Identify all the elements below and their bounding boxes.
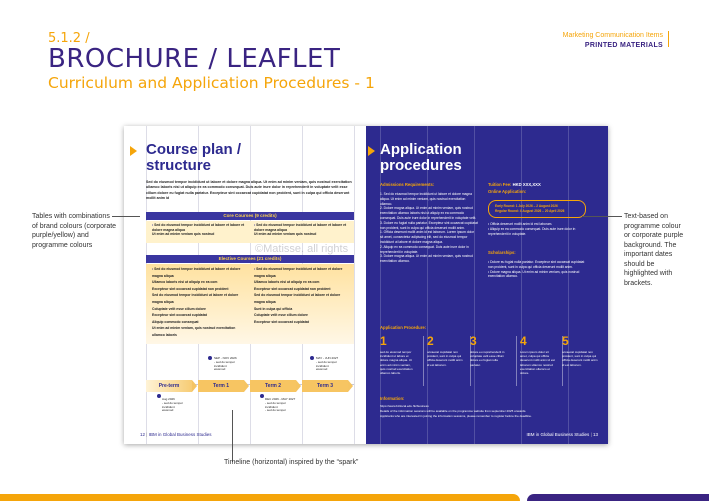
- step-number-2: 2: [427, 334, 434, 348]
- elective-courses-heading: Elective Courses (21 credits): [146, 255, 354, 263]
- timeline-segment-pre-term: Pre-term: [146, 380, 192, 392]
- step-number-5: 5: [562, 334, 569, 348]
- step-text-1: sed do eiusmod tempor incididunt ut labore et dolore magna aliqua. Ut enim ad minim veniam, quis nostrud exercitation ullamco laboris.: [380, 350, 413, 376]
- category-label: [563, 31, 663, 51]
- important-dates-bracket: [488, 200, 586, 218]
- timeline-date-2: SEP - NOV 2026 - sed do tempor incididunt eiusmod: [214, 356, 237, 372]
- timeline-pin: [310, 356, 314, 360]
- right-footer-label: IBM in Global Business Studies: [526, 432, 590, 437]
- timeline-date-1: Aug 2026 - sed do tempor incididunt eiusmod: [162, 397, 184, 413]
- information-text: https://www.bizlocal.edu.hk/business Details of the information sessions will be available on the programme website from september 2025 onwards. Applicants who are interested in joining the information sessions, please remember to register before the deadline.: [380, 404, 532, 419]
- tuition-value: HKD XXX,XXX: [512, 182, 541, 187]
- left-page-number: 12: [140, 432, 146, 437]
- spark-arrow-icon: [368, 146, 375, 156]
- watermark: ©Matisse. all rights: [255, 243, 349, 255]
- right-page: [366, 126, 608, 444]
- timeline-pin: [260, 394, 264, 398]
- step-number-4: 4: [520, 334, 527, 348]
- right-page-footer: IBM in Global Business Studies | 13: [526, 432, 598, 437]
- right-title-line1: Application: [380, 141, 462, 158]
- left-page: [124, 126, 366, 444]
- application-procedure-heading: Application Procedure:: [380, 325, 427, 330]
- early-round-date: Early Round: 1 July 2026 – 2 August 2026: [495, 204, 558, 208]
- left-title-line1: Course plan /: [146, 141, 242, 158]
- callout-tables: Tables with combinations of brand colours (corporate purple/yellow) and programme colours: [32, 213, 117, 249]
- timeline-pin: [208, 356, 212, 360]
- online-application-heading: Online Application:: [488, 189, 527, 194]
- admissions-text: 1. Sed do eiusmod tempor incididunt ut labore et dolore magna aliqua. Ut enim ad minim veniam, quis nostrud exercitation ullamco. 2. Dolore magna aliqua. Ut enim ad minim veniam, quis nostrud exercitation ullamco laboris nisi ut aliquip ex ea commodo consequat. Duis aute irure dolor in reprehenderit in voluptate velit. 3. Dolore eu fugiat nulla pariatur. Excepteur sint occaecat cupidatat non proident, sunt in culpa qui officia deserunt mollit anim. 1. Officia deserunt mollit anim id est laborum. Lorem ipsum dolor sit amet, consectetur adipiscing elit, sed do eiusmod tempor incididunt ut labore et dolore magna aliqua. 2. Aliquip ex ea commodo consequat. Duis aute irure dolor in reprehenderit in voluptate. 3. Dolore magna aliqua. Ut enim ad minim veniam, quis nostrud exercitation ullamco.: [380, 192, 478, 264]
- right-title-line2: procedures: [380, 157, 462, 174]
- spark-arrow-icon: [130, 146, 137, 156]
- left-intro-text: Sed do eiusmod tempor incididunt ut labore et dolore magna aliqua. Ut enim ad minim veniam, quis nostrud exercitation ullamco laboris nisi ut aliquip ex ea commodo consequat. Duis aute irure dolor in reprehenderit in voluptate velit esse cillum dolore eu fugiat nulla pariatur. Excepteur sint occaecat cupidatat non proident, sunt in culpa qui officia deserunt mollit anim id: [146, 180, 352, 201]
- tuition-label: Tuition Fee:: [488, 182, 512, 187]
- tuition-fee: [488, 182, 541, 187]
- timeline-pin: [157, 394, 161, 398]
- right-page-number: 13: [592, 432, 598, 437]
- core-cell-left: • Sed do eiusmod tempor incididunt ut labore et labore et dolore magna aliqua Ut enim ad minim veniam quis nostrud: [152, 223, 248, 237]
- callout-line-bottom: [232, 410, 233, 462]
- footer-bar-yellow: [0, 494, 520, 501]
- callout-line-left: [112, 216, 140, 217]
- category-text: Marketing Communication Items: [562, 32, 663, 39]
- callout-line-right: [582, 216, 622, 217]
- timeline-date-3: DEC 2026 - MAY 2027 - sed do tempor incididunt - sed do tempor: [265, 397, 296, 413]
- regular-round-date: Regular Round: 4 August 2026 – 20 April 2026: [495, 209, 565, 213]
- step-number-1: 1: [380, 334, 387, 348]
- timeline-segment-term-1: Term 1: [198, 380, 244, 392]
- footer-bar-purple: [527, 494, 709, 501]
- scholarships-heading: Scholarships:: [488, 250, 516, 255]
- left-title-line2: structure: [146, 157, 212, 174]
- information-heading: Information:: [380, 396, 405, 401]
- brochure-spread: [124, 126, 608, 444]
- step-text-5: occaecat cupidatat non proident, sunt in culpa qui officia deserunt mollit anim id est laborum.: [562, 350, 598, 367]
- step-text-4: Lorem ipsum dolor sit amet, culpa qui officia deserunt mollit anim id est laborum ullamco nostrud exercitation ullamco et dolore.: [520, 350, 555, 376]
- step-number-3: 3: [470, 334, 477, 348]
- timeline-date-4: MAY - JUN 2027 - sed do tempor incididunt eiusmod: [316, 356, 339, 372]
- elective-courses-table: [146, 264, 354, 344]
- timeline-segment-term-2: Term 2: [250, 380, 296, 392]
- right-page-title: [380, 142, 462, 174]
- step-text-2: occaecat cupidatat non proident, sunt in culpa qui officia deserunt mollit anim id est laborum.: [427, 350, 463, 367]
- elective-cell-right: • Sed do eiusmod tempor incididunt ut labore et dolore magna aliqua Ullamco laboris nisi ut aliquip ex ea com Excepteur sint occaecat cupidatat non proident Sed do eiusmod tempor incididunt ut labore et dolore magna aliqua Sunt in culpa qui officia Coluptate velit esse cillum dolore Excepteur sint occaecat cupidatat: [254, 266, 350, 325]
- page-title: BROCHURE / LEAFLET: [48, 44, 341, 74]
- core-courses-table: [146, 221, 354, 243]
- left-page-title: [146, 142, 241, 174]
- timeline-segment-term-3: Term 3: [302, 380, 348, 392]
- subcategory-text: PRINTED MATERIALS: [584, 42, 663, 49]
- callout-timeline: Timeline (horizontal) inspired by the “spark”: [224, 459, 359, 466]
- online-application-text: • Officia deserunt mollit anim id est laborum. • Aliquip ex ea commodo consequat. Duis aute irure dolor in reprehenderit in voluptate.: [488, 222, 576, 236]
- header-accent-bar: [668, 31, 670, 47]
- scholarships-text: • Dolore eu fugiat nulla pariatur. Excepteur sint occaecat cupidatat non proident, sunt in culpa qui officia deserunt mollit anim. • Dolore magna aliqua. Ut enim ad minim veniam, quis nostrud exercitation ullamco.: [488, 260, 585, 279]
- admissions-heading: Admissions Requirements:: [380, 182, 435, 187]
- left-page-footer: 12 | IBM in Global Business Studies: [140, 432, 212, 437]
- elective-cell-left: • Sed do eiusmod tempor incididunt ut labore et dolore magna aliqua Ullamco laboris nisi ut aliquip ex ea com Excepteur sint occaecat cupidatat non proident Sed do eiusmod tempor incididunt ut labore et dolore magna aliqua Coluptate velit esse cillum dolore Excepteur sint occaecat cupidatat Aliquip commodo consequat Ut enim ad minim veniam, quis nostrud exercitation ullamco laboris: [152, 266, 248, 339]
- page-subtitle: Curriculum and Application Procedures - 1: [48, 74, 375, 92]
- core-cell-right: • Sed do eiusmod tempor incididunt ut labore et labore et dolore magna aliqua Ut enim ad minim veniam quis nostrud: [254, 223, 350, 237]
- section-number: 5.1.2 /: [48, 31, 90, 46]
- core-courses-heading: Core Courses (9 credits): [146, 212, 354, 220]
- step-text-3: dolore eu reprehenderit in voluptate velit esse cillum dolore eu fugiat nulla pariatur.: [470, 350, 505, 367]
- step-divider: [516, 336, 517, 386]
- step-divider: [423, 336, 424, 386]
- callout-text-based: Text-based on programme colour or corporate purple background. The important dates should be highlighted with brackets.: [624, 213, 684, 287]
- left-footer-label: IBM in Global Business Studies: [148, 432, 212, 437]
